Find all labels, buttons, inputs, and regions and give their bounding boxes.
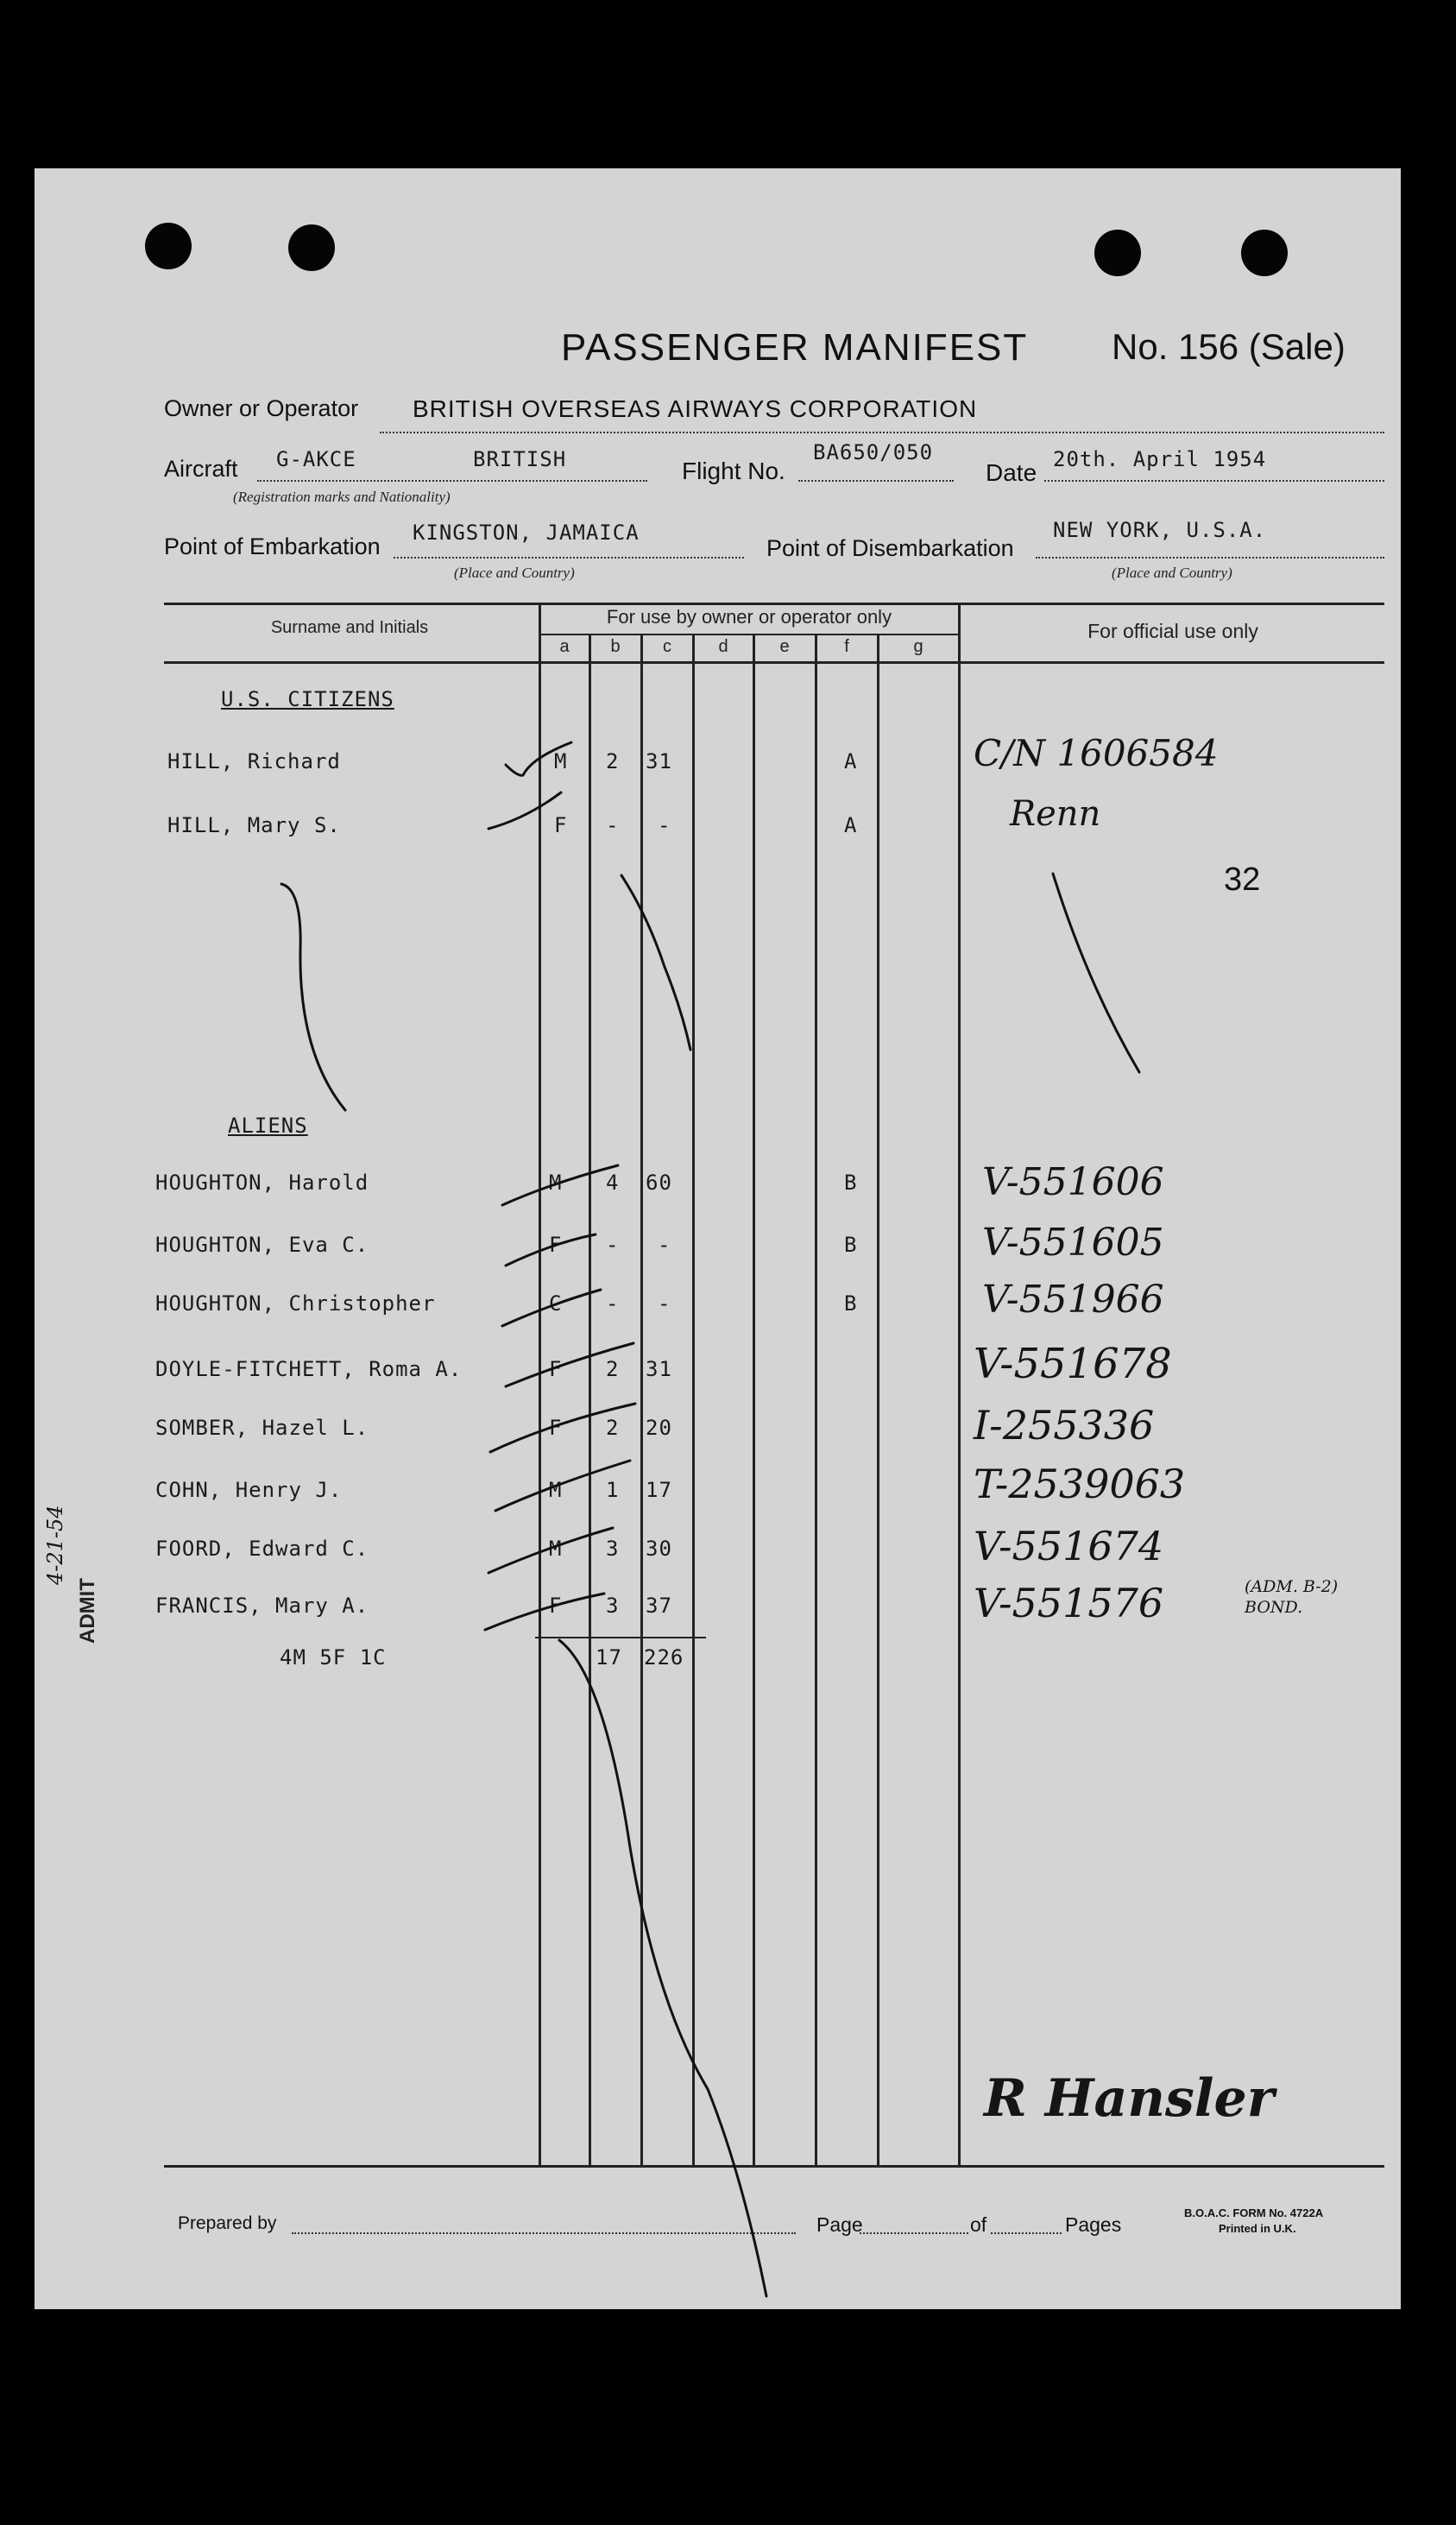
cell-c: -: [658, 1291, 671, 1316]
slash-mark: [488, 1528, 613, 1573]
cell-c: 20: [646, 1416, 672, 1440]
flight-label: Flight No.: [682, 458, 785, 484]
aircraft-registration: G-AKCE: [276, 447, 356, 471]
cell-b: 3: [606, 1537, 620, 1561]
passenger-name: HOUGHTON, Christopher: [155, 1291, 436, 1316]
official-entry: V-551966: [982, 1278, 1164, 1322]
check-mark: [506, 742, 571, 775]
date-label: Date: [986, 459, 1037, 486]
passenger-name: FRANCIS, Mary A.: [155, 1594, 369, 1618]
cell-f: B: [844, 1291, 858, 1316]
slash-mark: [495, 1461, 630, 1511]
cell-b: 4: [606, 1171, 620, 1195]
section-title-us-citizens: U.S. CITIZENS: [221, 687, 394, 711]
cell-b: 3: [606, 1594, 620, 1618]
form-number: No. 156 (Sale): [1112, 326, 1346, 367]
cell-c: -: [658, 813, 671, 837]
cell-f: A: [844, 813, 858, 837]
cell-b: 1: [606, 1478, 620, 1502]
official-entry: Renn: [1010, 794, 1101, 834]
official-entry: V-551606: [982, 1160, 1164, 1204]
margin-date: 4-21-54: [43, 1505, 67, 1585]
slash-mark: [502, 1165, 618, 1205]
cell-a: F: [549, 1357, 563, 1381]
passenger-name: COHN, Henry J.: [155, 1478, 343, 1502]
flight-value: BA650/050: [813, 440, 934, 464]
col-a-label: a: [559, 637, 570, 656]
official-entry: V-551674: [974, 1523, 1164, 1569]
official-entry: I-255336: [974, 1402, 1155, 1449]
official-entry: C/N 1606584: [974, 732, 1219, 774]
prepared-by-label: Prepared by: [178, 2213, 277, 2233]
form-number-footer: B.O.A.C. FORM No. 4722A: [1184, 2206, 1324, 2219]
col-e-label: e: [779, 637, 790, 656]
cell-c: 37: [646, 1594, 672, 1618]
disembarkation-sublabel: (Place and Country): [1112, 565, 1232, 581]
cell-c: 17: [646, 1478, 672, 1502]
printed-in: Printed in U.K.: [1219, 2222, 1296, 2235]
slash-mark: [506, 1343, 633, 1386]
long-stroke: [559, 1640, 766, 2296]
cell-f: A: [844, 749, 858, 773]
cell-c: -: [658, 1233, 671, 1257]
official-entry: V-551576: [974, 1580, 1164, 1626]
cell-a: M: [549, 1171, 563, 1195]
cell-a: M: [549, 1478, 563, 1502]
cell-b: -: [606, 1291, 620, 1316]
aircraft-nationality: BRITISH: [473, 447, 567, 471]
total-b: 17: [596, 1645, 622, 1670]
cell-a: F: [549, 1233, 563, 1257]
margin-stamp: ADMIT: [76, 1578, 99, 1644]
official-entry: V-551678: [974, 1340, 1172, 1388]
col-c-label: c: [663, 637, 671, 656]
official-note: (ADM. B-2) BOND.: [1245, 1577, 1339, 1617]
cell-a: F: [554, 813, 568, 837]
cell-c: 60: [646, 1171, 672, 1195]
scribble-line: [281, 884, 345, 1110]
passenger-name: FOORD, Edward C.: [155, 1537, 369, 1561]
aircraft-label: Aircraft: [164, 456, 238, 482]
page-label: Page: [816, 2213, 863, 2236]
cell-a: F: [549, 1594, 563, 1618]
cell-a: F: [549, 1416, 563, 1440]
passenger-name: HOUGHTON, Eva C.: [155, 1233, 369, 1257]
slash-mark: [485, 1594, 604, 1630]
cell-c: 30: [646, 1537, 672, 1561]
scribble-line: [621, 875, 690, 1050]
pages-label: Pages: [1065, 2213, 1122, 2236]
form-title: PASSENGER MANIFEST: [561, 326, 1029, 369]
total-c: 226: [644, 1645, 684, 1670]
col-d-label: d: [718, 637, 728, 656]
cell-f: B: [844, 1171, 858, 1195]
totals-label: 4M 5F 1C: [280, 1645, 387, 1670]
passenger-name: SOMBER, Hazel L.: [155, 1416, 369, 1440]
section-title-aliens: ALIENS: [228, 1114, 308, 1138]
passenger-name: HILL, Mary S.: [167, 813, 341, 837]
cell-b: -: [606, 1233, 620, 1257]
aircraft-sublabel: (Registration marks and Nationality): [233, 489, 451, 505]
cell-b: -: [606, 813, 620, 837]
disembarkation-value: NEW YORK, U.S.A.: [1053, 518, 1267, 542]
disembarkation-label: Point of Disembarkation: [766, 535, 1014, 561]
owner-value: BRITISH OVERSEAS AIRWAYS CORPORATION: [413, 395, 978, 422]
passenger-name: DOYLE-FITCHETT, Roma A.: [155, 1357, 463, 1381]
slash-mark: [490, 1404, 635, 1452]
embarkation-value: KINGSTON, JAMAICA: [413, 521, 640, 545]
official-entry: T-2539063: [974, 1461, 1186, 1507]
owner-label: Owner or Operator: [164, 395, 359, 421]
cell-a: M: [554, 749, 568, 773]
cell-c: 31: [646, 749, 672, 773]
scribble-line: [1053, 874, 1139, 1072]
passenger-name: HILL, Richard: [167, 749, 341, 773]
official-entry: V-551605: [982, 1221, 1164, 1265]
cell-b: 2: [606, 1357, 620, 1381]
cell-a: C: [549, 1291, 563, 1316]
of-label: of: [970, 2213, 987, 2236]
cell-c: 31: [646, 1357, 672, 1381]
cell-b: 2: [606, 1416, 620, 1440]
signature: R Hansler: [984, 2068, 1275, 2129]
col-g-label: g: [913, 637, 923, 656]
col-b-label: b: [610, 637, 621, 656]
official-count: 32: [1224, 862, 1261, 898]
cell-f: B: [844, 1233, 858, 1257]
official-header: For official use only: [1087, 620, 1258, 642]
passenger-name: HOUGHTON, Harold: [155, 1171, 369, 1195]
embarkation-label: Point of Embarkation: [164, 533, 381, 559]
slash-mark: [506, 1234, 596, 1266]
operator-header: For use by owner or operator only: [606, 606, 892, 628]
cell-b: 2: [606, 749, 620, 773]
embarkation-sublabel: (Place and Country): [454, 565, 575, 581]
slash-mark: [502, 1290, 601, 1326]
check-mark: [488, 792, 561, 829]
surname-header: Surname and Initials: [270, 618, 429, 637]
date-value: 20th. April 1954: [1053, 447, 1267, 471]
col-f-label: f: [844, 637, 849, 656]
cell-a: M: [549, 1537, 563, 1561]
